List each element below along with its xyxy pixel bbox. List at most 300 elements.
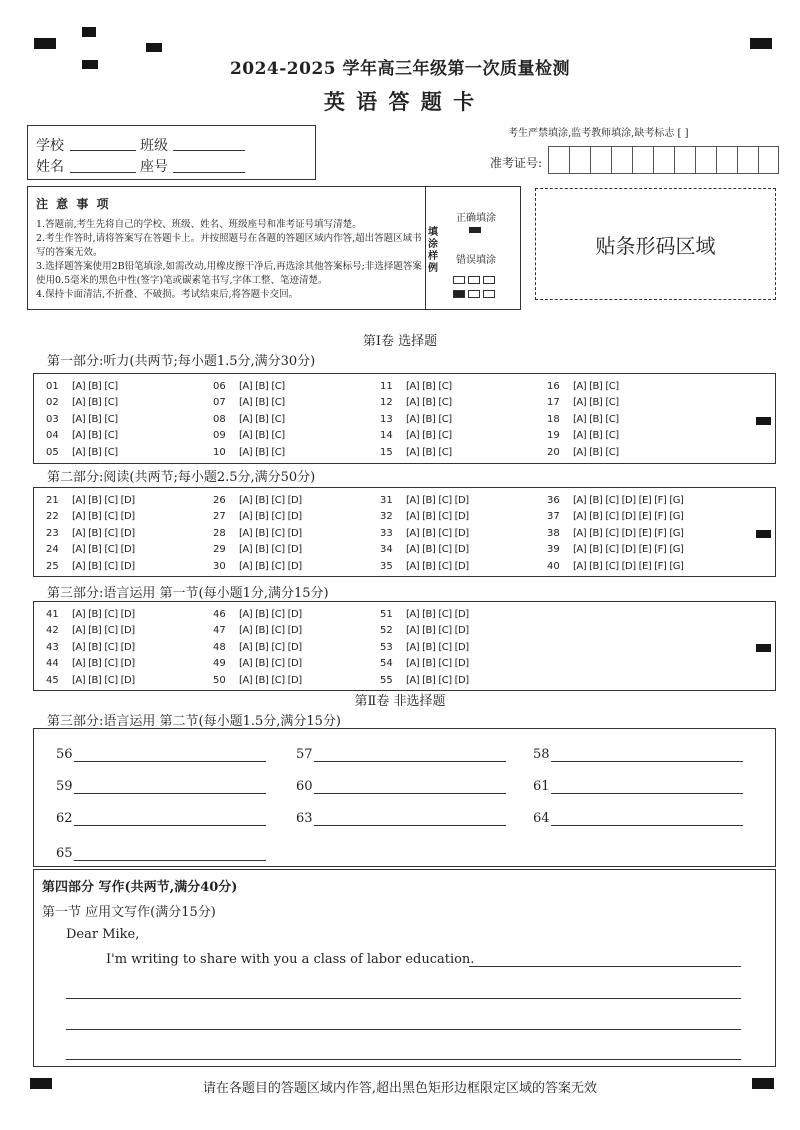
answer-bubble[interactable]: [C] bbox=[104, 413, 118, 425]
answer-bubble[interactable]: [G] bbox=[669, 560, 684, 572]
answer-bubble[interactable]: [E] bbox=[638, 544, 652, 556]
answer-bubble[interactable]: [D] bbox=[454, 511, 469, 523]
question-number: 24 bbox=[46, 544, 59, 556]
answer-bubble[interactable]: [D] bbox=[287, 544, 302, 556]
answer-bubble[interactable]: [C] bbox=[438, 446, 452, 458]
answer-bubble[interactable]: [D] bbox=[454, 608, 469, 620]
class-field[interactable] bbox=[173, 150, 245, 151]
question-row bbox=[380, 623, 547, 640]
notice-box bbox=[27, 186, 521, 310]
answer-bubble[interactable]: [C] bbox=[438, 625, 452, 637]
answer-bubble[interactable]: [A] bbox=[406, 658, 420, 670]
answer-bubble[interactable]: [A] bbox=[406, 494, 420, 506]
answer-bubble[interactable]: [D] bbox=[621, 527, 636, 539]
answer-bubble[interactable]: [B] bbox=[422, 544, 436, 556]
answer-bubble[interactable]: [C] bbox=[605, 544, 619, 556]
answer-bubble[interactable]: [A] bbox=[239, 641, 253, 653]
answer-bubble[interactable]: [B] bbox=[88, 625, 102, 637]
answer-bubble[interactable]: [D] bbox=[120, 658, 135, 670]
answer-bubble[interactable]: [B] bbox=[589, 560, 603, 572]
answer-bubble[interactable]: [A] bbox=[573, 397, 587, 409]
school-field[interactable] bbox=[70, 150, 136, 151]
answer-bubble[interactable]: [B] bbox=[88, 430, 102, 442]
answer-bubble[interactable]: [A] bbox=[72, 446, 86, 458]
answer-bubble[interactable]: [C] bbox=[438, 641, 452, 653]
answer-bubble[interactable]: [B] bbox=[255, 494, 269, 506]
fill-blank[interactable]: 64 bbox=[533, 811, 743, 826]
language-use-one-heading: 第三部分:语言运用 第一节(每小题1分,满分15分) bbox=[47, 586, 329, 601]
notice-item: 1.答题前,考生先将自己的学校、班级、姓名、班级座号和准考证号填写清楚。 bbox=[36, 219, 362, 230]
question-row bbox=[213, 428, 380, 445]
question-number: 11 bbox=[380, 380, 393, 392]
question-number: 09 bbox=[213, 430, 226, 442]
writing-line[interactable] bbox=[469, 966, 741, 967]
answer-bubble[interactable]: [A] bbox=[406, 527, 420, 539]
question-number: 46 bbox=[213, 608, 226, 620]
answer-bubble[interactable]: [C] bbox=[438, 608, 452, 620]
answer-bubble[interactable]: [D] bbox=[287, 674, 302, 686]
answer-bubble[interactable]: [B] bbox=[589, 397, 603, 409]
answer-bubble[interactable]: [B] bbox=[422, 674, 436, 686]
answer-bubble[interactable]: [C] bbox=[104, 527, 118, 539]
answer-bubble[interactable]: [C] bbox=[438, 544, 452, 556]
answer-bubble[interactable]: [C] bbox=[271, 544, 285, 556]
fill-blank[interactable]: 56 bbox=[56, 747, 266, 762]
volume-two-heading: 第Ⅱ卷 非选择题 bbox=[354, 694, 446, 709]
answer-bubble[interactable]: [A] bbox=[406, 430, 420, 442]
answer-bubble[interactable]: [C] bbox=[438, 658, 452, 670]
answer-bubble[interactable]: [C] bbox=[438, 511, 452, 523]
answer-bubble[interactable]: [C] bbox=[438, 397, 452, 409]
answer-bubble[interactable]: [C] bbox=[271, 608, 285, 620]
answer-bubble[interactable]: [B] bbox=[422, 608, 436, 620]
answer-bubble[interactable]: [C] bbox=[271, 560, 285, 572]
answer-bubble[interactable]: [A] bbox=[573, 430, 587, 442]
answer-bubble[interactable]: [C] bbox=[605, 413, 619, 425]
answer-bubble[interactable]: [C] bbox=[271, 446, 285, 458]
answer-bubble[interactable]: [C] bbox=[438, 494, 452, 506]
question-row bbox=[213, 525, 380, 542]
question-number: 14 bbox=[380, 430, 393, 442]
answer-bubble[interactable]: [A] bbox=[406, 625, 420, 637]
answer-bubble[interactable]: [B] bbox=[88, 413, 102, 425]
answer-bubble[interactable]: [C] bbox=[271, 674, 285, 686]
answer-bubble[interactable]: [E] bbox=[638, 560, 652, 572]
answer-bubble[interactable]: [A] bbox=[72, 494, 86, 506]
answer-bubble[interactable]: [B] bbox=[589, 380, 603, 392]
answer-bubble[interactable]: [C] bbox=[104, 641, 118, 653]
answer-bubble[interactable]: [B] bbox=[422, 430, 436, 442]
registration-mark bbox=[750, 38, 772, 49]
answer-bubble[interactable]: [C] bbox=[104, 608, 118, 620]
question-number: 37 bbox=[547, 511, 560, 523]
question-row bbox=[213, 395, 380, 412]
answer-bubble[interactable]: [B] bbox=[589, 446, 603, 458]
answer-bubble[interactable]: [B] bbox=[88, 527, 102, 539]
answer-bubble[interactable]: [A] bbox=[239, 380, 253, 392]
answer-bubble[interactable]: [E] bbox=[638, 494, 652, 506]
reading-answer-box bbox=[33, 487, 776, 577]
fill-blank[interactable]: 63 bbox=[296, 811, 506, 826]
question-row bbox=[213, 542, 380, 559]
fill-blank[interactable]: 57 bbox=[296, 747, 506, 762]
answer-bubble[interactable]: [C] bbox=[104, 544, 118, 556]
answer-bubble[interactable]: [D] bbox=[454, 527, 469, 539]
question-number: 19 bbox=[547, 430, 560, 442]
question-number: 07 bbox=[213, 397, 226, 409]
answer-bubble[interactable]: [B] bbox=[255, 625, 269, 637]
answer-bubble[interactable]: [C] bbox=[104, 560, 118, 572]
answer-bubble[interactable]: [B] bbox=[589, 494, 603, 506]
answer-bubble[interactable]: [C] bbox=[605, 380, 619, 392]
absent-note: 考生严禁填涂,监考教师填涂,缺考标志 [ ] bbox=[508, 128, 689, 139]
answer-bubble[interactable]: [D] bbox=[454, 658, 469, 670]
answer-bubble[interactable]: [A] bbox=[72, 430, 86, 442]
answer-bubble[interactable]: [A] bbox=[239, 494, 253, 506]
answer-bubble[interactable]: [B] bbox=[589, 413, 603, 425]
answer-bubble[interactable]: [A] bbox=[239, 413, 253, 425]
answer-bubble[interactable]: [A] bbox=[239, 430, 253, 442]
answer-bubble[interactable]: [E] bbox=[638, 527, 652, 539]
question-row bbox=[46, 639, 213, 656]
answer-bubble[interactable]: [C] bbox=[104, 674, 118, 686]
answer-bubble[interactable]: [B] bbox=[255, 608, 269, 620]
exam-title: 2024-2025 学年高三年级第一次质量检测 bbox=[229, 59, 571, 79]
fill-blank[interactable]: 65 bbox=[56, 846, 266, 861]
answer-bubble[interactable]: [C] bbox=[605, 527, 619, 539]
answer-bubble[interactable]: [A] bbox=[573, 380, 587, 392]
answer-bubble[interactable]: [D] bbox=[120, 608, 135, 620]
answer-bubble[interactable]: [A] bbox=[72, 544, 86, 556]
question-number: 51 bbox=[380, 608, 393, 620]
answer-bubble[interactable]: [F] bbox=[654, 544, 667, 556]
answer-bubble[interactable]: [C] bbox=[104, 397, 118, 409]
answer-bubble[interactable]: [D] bbox=[454, 674, 469, 686]
answer-bubble[interactable]: [A] bbox=[406, 641, 420, 653]
answer-bubble[interactable]: [C] bbox=[605, 397, 619, 409]
answer-bubble[interactable]: [F] bbox=[654, 527, 667, 539]
question-row bbox=[213, 623, 380, 640]
question-row bbox=[547, 492, 777, 509]
answer-bubble[interactable]: [D] bbox=[621, 511, 636, 523]
answer-bubble[interactable]: [B] bbox=[422, 658, 436, 670]
writing-line[interactable] bbox=[66, 998, 741, 999]
question-number: 54 bbox=[380, 658, 393, 670]
answer-bubble[interactable]: [D] bbox=[454, 641, 469, 653]
answer-bubble[interactable]: [B] bbox=[589, 511, 603, 523]
answer-bubble[interactable]: [B] bbox=[255, 430, 269, 442]
answer-bubble[interactable]: [E] bbox=[638, 511, 652, 523]
answer-bubble[interactable]: [A] bbox=[72, 560, 86, 572]
answer-bubble[interactable]: [C] bbox=[605, 494, 619, 506]
answer-bubble[interactable]: [A] bbox=[406, 446, 420, 458]
answer-bubble[interactable]: [D] bbox=[287, 641, 302, 653]
answer-bubble[interactable]: [G] bbox=[669, 527, 684, 539]
answer-bubble[interactable]: [C] bbox=[271, 658, 285, 670]
fill-blank[interactable]: 59 bbox=[56, 779, 266, 794]
answer-bubble[interactable]: [A] bbox=[72, 511, 86, 523]
answer-bubble[interactable]: [D] bbox=[287, 625, 302, 637]
answer-bubble[interactable]: [D] bbox=[621, 544, 636, 556]
answer-bubble[interactable]: [A] bbox=[72, 608, 86, 620]
question-number: 04 bbox=[46, 430, 59, 442]
answer-bubble[interactable]: [D] bbox=[120, 511, 135, 523]
answer-bubble[interactable]: [C] bbox=[438, 674, 452, 686]
fill-blank[interactable]: 62 bbox=[56, 811, 266, 826]
answer-bubble[interactable]: [B] bbox=[422, 527, 436, 539]
answer-bubble[interactable]: [B] bbox=[255, 544, 269, 556]
answer-bubble[interactable]: [A] bbox=[573, 494, 587, 506]
question-row bbox=[380, 428, 547, 445]
answer-bubble[interactable]: [A] bbox=[239, 625, 253, 637]
answer-bubble[interactable]: [A] bbox=[239, 674, 253, 686]
answer-bubble[interactable]: [D] bbox=[454, 544, 469, 556]
answer-bubble[interactable]: [D] bbox=[120, 544, 135, 556]
question-row bbox=[547, 395, 714, 412]
answer-bubble[interactable]: [A] bbox=[406, 544, 420, 556]
answer-bubble[interactable]: [B] bbox=[88, 397, 102, 409]
answer-bubble[interactable]: [A] bbox=[573, 413, 587, 425]
answer-bubble[interactable]: [A] bbox=[406, 380, 420, 392]
answer-bubble[interactable]: [B] bbox=[422, 560, 436, 572]
answer-bubble[interactable]: [A] bbox=[239, 544, 253, 556]
answer-bubble[interactable]: [C] bbox=[104, 446, 118, 458]
answer-bubble[interactable]: [C] bbox=[104, 625, 118, 637]
question-row bbox=[46, 525, 213, 542]
answer-bubble[interactable]: [C] bbox=[271, 511, 285, 523]
correct-fill-label: 正确填涂 bbox=[456, 213, 496, 224]
answer-bubble[interactable]: [D] bbox=[287, 658, 302, 670]
question-number: 53 bbox=[380, 641, 393, 653]
answer-bubble[interactable]: [B] bbox=[88, 544, 102, 556]
answer-bubble[interactable]: [B] bbox=[88, 560, 102, 572]
answer-bubble[interactable]: [B] bbox=[255, 397, 269, 409]
name-field[interactable] bbox=[70, 172, 136, 173]
question-row bbox=[46, 492, 213, 509]
answer-bubble[interactable]: [F] bbox=[654, 494, 667, 506]
registration-mark bbox=[146, 43, 162, 52]
answer-bubble[interactable]: [A] bbox=[72, 380, 86, 392]
answer-bubble[interactable]: [B] bbox=[255, 413, 269, 425]
answer-bubble[interactable]: [B] bbox=[422, 625, 436, 637]
answer-bubble[interactable]: [C] bbox=[605, 446, 619, 458]
answer-bubble[interactable]: [B] bbox=[88, 658, 102, 670]
question-row bbox=[380, 378, 547, 395]
answer-bubble[interactable]: [C] bbox=[271, 527, 285, 539]
answer-bubble[interactable]: [B] bbox=[422, 511, 436, 523]
answer-bubble[interactable]: [D] bbox=[454, 625, 469, 637]
answer-bubble[interactable]: [C] bbox=[104, 494, 118, 506]
answer-bubble[interactable]: [A] bbox=[72, 527, 86, 539]
answer-bubble[interactable]: [A] bbox=[406, 397, 420, 409]
answer-bubble[interactable]: [A] bbox=[239, 608, 253, 620]
answer-bubble[interactable]: [G] bbox=[669, 494, 684, 506]
answer-bubble[interactable]: [D] bbox=[621, 494, 636, 506]
reading-heading: 第二部分:阅读(共两节;每小题2.5分,满分50分) bbox=[47, 470, 316, 485]
answer-bubble[interactable]: [B] bbox=[88, 641, 102, 653]
answer-bubble[interactable]: [D] bbox=[120, 494, 135, 506]
answer-bubble[interactable]: [A] bbox=[573, 511, 587, 523]
answer-bubble[interactable]: [G] bbox=[669, 544, 684, 556]
question-number: 31 bbox=[380, 494, 393, 506]
answer-bubble[interactable]: [C] bbox=[271, 625, 285, 637]
answer-bubble[interactable]: [C] bbox=[438, 560, 452, 572]
answer-bubble[interactable]: [C] bbox=[104, 511, 118, 523]
question-number: 44 bbox=[46, 658, 59, 670]
question-row bbox=[213, 639, 380, 656]
answer-bubble[interactable]: [A] bbox=[406, 674, 420, 686]
barcode-area bbox=[535, 188, 776, 300]
answer-bubble[interactable]: [C] bbox=[438, 380, 452, 392]
answer-bubble[interactable]: [D] bbox=[120, 527, 135, 539]
answer-bubble[interactable]: [C] bbox=[605, 560, 619, 572]
question-row bbox=[380, 525, 547, 542]
answer-bubble[interactable]: [C] bbox=[271, 413, 285, 425]
answer-bubble[interactable]: [D] bbox=[287, 527, 302, 539]
sample-label: 填涂样例 bbox=[428, 227, 438, 274]
answer-bubble[interactable]: [D] bbox=[454, 494, 469, 506]
answer-bubble[interactable]: [B] bbox=[255, 674, 269, 686]
answer-bubble[interactable]: [D] bbox=[287, 560, 302, 572]
answer-bubble[interactable]: [C] bbox=[271, 397, 285, 409]
answer-bubble[interactable]: [C] bbox=[271, 641, 285, 653]
answer-bubble[interactable]: [C] bbox=[104, 380, 118, 392]
answer-bubble[interactable]: [A] bbox=[406, 511, 420, 523]
answer-bubble[interactable]: [D] bbox=[287, 608, 302, 620]
question-row bbox=[46, 623, 213, 640]
answer-bubble[interactable]: [C] bbox=[271, 430, 285, 442]
answer-bubble[interactable]: [A] bbox=[72, 658, 86, 670]
answer-bubble[interactable]: [B] bbox=[589, 527, 603, 539]
answer-bubble[interactable]: [D] bbox=[287, 494, 302, 506]
question-row bbox=[547, 542, 777, 559]
answer-bubble[interactable]: [B] bbox=[88, 674, 102, 686]
answer-bubble[interactable]: [A] bbox=[72, 397, 86, 409]
answer-bubble[interactable]: [B] bbox=[255, 511, 269, 523]
answer-bubble[interactable]: [B] bbox=[88, 511, 102, 523]
answer-bubble[interactable]: [A] bbox=[573, 527, 587, 539]
letter-greeting: Dear Mike, bbox=[66, 927, 140, 942]
answer-bubble[interactable]: [B] bbox=[255, 560, 269, 572]
answer-bubble[interactable]: [B] bbox=[422, 494, 436, 506]
answer-bubble[interactable]: [B] bbox=[422, 380, 436, 392]
answer-bubble[interactable]: [F] bbox=[654, 511, 667, 523]
answer-bubble[interactable]: [D] bbox=[120, 625, 135, 637]
answer-bubble[interactable]: [C] bbox=[438, 527, 452, 539]
question-number: 13 bbox=[380, 413, 393, 425]
answer-bubble[interactable]: [A] bbox=[239, 658, 253, 670]
answer-bubble[interactable]: [G] bbox=[669, 511, 684, 523]
answer-bubble[interactable]: [B] bbox=[255, 527, 269, 539]
fill-blank[interactable]: 58 bbox=[533, 747, 743, 762]
question-number: 49 bbox=[213, 658, 226, 670]
answer-bubble[interactable]: [B] bbox=[422, 397, 436, 409]
answer-bubble[interactable]: [A] bbox=[239, 527, 253, 539]
answer-bubble[interactable]: [A] bbox=[573, 446, 587, 458]
answer-bubble[interactable]: [D] bbox=[120, 674, 135, 686]
answer-bubble[interactable]: [C] bbox=[271, 380, 285, 392]
answer-bubble[interactable]: [C] bbox=[605, 511, 619, 523]
answer-bubble[interactable]: [A] bbox=[239, 446, 253, 458]
question-number: 10 bbox=[213, 446, 226, 458]
question-number: 40 bbox=[547, 560, 560, 572]
answer-bubble[interactable]: [A] bbox=[239, 511, 253, 523]
answer-bubble[interactable]: [F] bbox=[654, 560, 667, 572]
answer-bubble[interactable]: [B] bbox=[88, 608, 102, 620]
answer-bubble[interactable]: [D] bbox=[621, 560, 636, 572]
question-number: 38 bbox=[547, 527, 560, 539]
answer-bubble[interactable]: [C] bbox=[438, 413, 452, 425]
answer-bubble[interactable]: [B] bbox=[88, 446, 102, 458]
answer-bubble[interactable]: [B] bbox=[255, 658, 269, 670]
answer-bubble[interactable]: [C] bbox=[104, 658, 118, 670]
answer-bubble[interactable]: [D] bbox=[120, 560, 135, 572]
answer-bubble[interactable]: [A] bbox=[72, 413, 86, 425]
answer-bubble[interactable]: [A] bbox=[72, 641, 86, 653]
answer-bubble[interactable]: [A] bbox=[72, 625, 86, 637]
answer-bubble[interactable]: [A] bbox=[573, 544, 587, 556]
language-use-two-heading: 第三部分:语言运用 第二节(每小题1.5分,满分15分) bbox=[47, 714, 342, 729]
question-row bbox=[213, 411, 380, 428]
answer-bubble[interactable]: [B] bbox=[422, 413, 436, 425]
question-row bbox=[46, 378, 213, 395]
answer-bubble[interactable]: [B] bbox=[88, 494, 102, 506]
question-number: 27 bbox=[213, 511, 226, 523]
answer-bubble[interactable]: [B] bbox=[589, 430, 603, 442]
answer-bubble[interactable]: [A] bbox=[239, 397, 253, 409]
question-row bbox=[547, 428, 714, 445]
answer-bubble[interactable]: [C] bbox=[438, 430, 452, 442]
seat-label: 座号 bbox=[140, 159, 168, 175]
seat-field[interactable] bbox=[173, 172, 245, 173]
question-row bbox=[213, 672, 380, 689]
answer-bubble[interactable]: [B] bbox=[589, 544, 603, 556]
answer-bubble[interactable]: [A] bbox=[72, 674, 86, 686]
question-row bbox=[46, 542, 213, 559]
answer-bubble[interactable]: [B] bbox=[255, 380, 269, 392]
answer-bubble[interactable]: [C] bbox=[104, 430, 118, 442]
answer-bubble[interactable]: [D] bbox=[454, 560, 469, 572]
exam-id-cells[interactable] bbox=[548, 146, 779, 174]
question-row bbox=[380, 542, 547, 559]
question-row bbox=[46, 672, 213, 689]
answer-bubble[interactable]: [C] bbox=[605, 430, 619, 442]
fill-blank[interactable]: 60 bbox=[296, 779, 506, 794]
answer-bubble[interactable]: [A] bbox=[573, 560, 587, 572]
answer-bubble[interactable]: [B] bbox=[422, 446, 436, 458]
wrong-fill-samples bbox=[453, 283, 498, 302]
fill-blank[interactable]: 61 bbox=[533, 779, 743, 794]
answer-bubble[interactable]: [A] bbox=[406, 608, 420, 620]
writing-line[interactable] bbox=[66, 1029, 741, 1030]
answer-bubble[interactable]: [B] bbox=[255, 446, 269, 458]
class-label: 班级 bbox=[140, 138, 168, 154]
answer-bubble[interactable]: [B] bbox=[255, 641, 269, 653]
answer-bubble[interactable]: [C] bbox=[271, 494, 285, 506]
correct-fill-sample bbox=[469, 227, 481, 233]
answer-bubble[interactable]: [D] bbox=[120, 641, 135, 653]
answer-bubble[interactable]: [A] bbox=[406, 413, 420, 425]
wrong-fill-label: 错误填涂 bbox=[456, 255, 496, 266]
answer-bubble[interactable]: [B] bbox=[422, 641, 436, 653]
language-answer-box bbox=[33, 601, 776, 691]
answer-bubble[interactable]: [A] bbox=[239, 560, 253, 572]
question-number: 01 bbox=[46, 380, 59, 392]
writing-line[interactable] bbox=[66, 1059, 741, 1060]
answer-bubble[interactable]: [A] bbox=[406, 560, 420, 572]
answer-bubble[interactable]: [D] bbox=[287, 511, 302, 523]
answer-bubble[interactable]: [B] bbox=[88, 380, 102, 392]
